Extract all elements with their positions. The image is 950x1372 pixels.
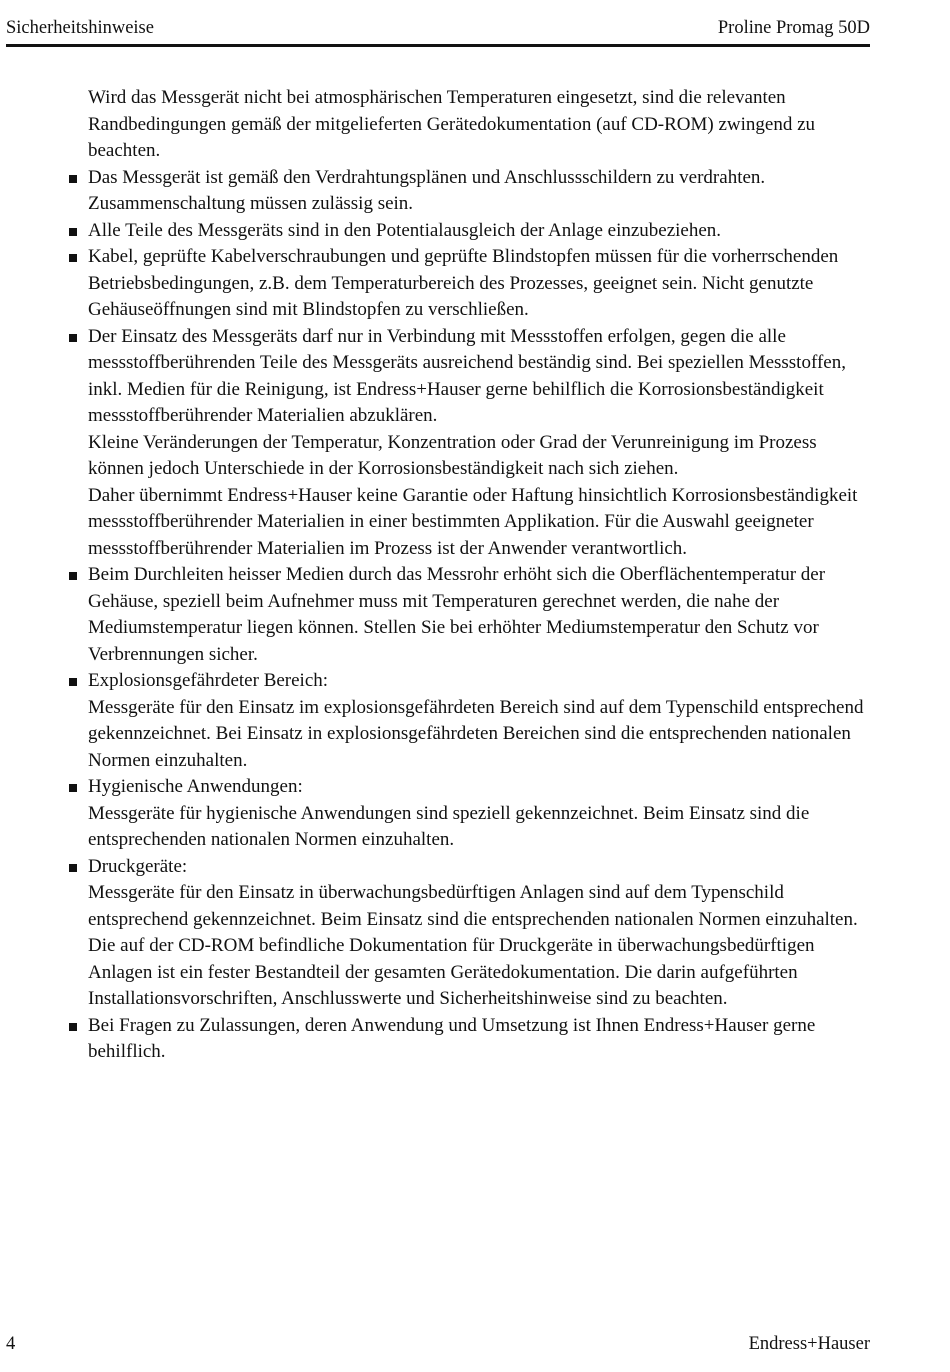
square-bullet-icon xyxy=(69,572,77,580)
square-bullet-icon xyxy=(69,254,77,262)
list-item xyxy=(88,1013,873,1066)
square-bullet-icon xyxy=(69,678,77,686)
list-item xyxy=(88,854,873,1013)
footer-brand: Endress+Hauser xyxy=(748,1334,870,1354)
list-item xyxy=(88,218,873,245)
intro-paragraph: Wird das Messgerät nicht bei atmosphärischen Temperaturen eingesetzt, sind die relevanten Randbedingungen gemäß der mitgelieferten Gerätedokumentation (auf CD-ROM) zwingend zu beachten. xyxy=(88,87,816,161)
header-product-name: Proline Promag 50D xyxy=(717,18,870,38)
list-item-text: Bei Fragen zu Zulassungen, deren Anwendung und Umsetzung ist Ihnen Endress+Hauser gerne behilflich. xyxy=(88,1014,816,1062)
list-item xyxy=(88,668,873,774)
page-header xyxy=(6,14,870,47)
list-item xyxy=(88,244,873,324)
list-item-heading: Druckgeräte: xyxy=(88,855,188,877)
page-number: 4 xyxy=(6,1334,16,1354)
list-item-heading: Explosionsgefährdeter Bereich: xyxy=(88,670,329,691)
list-item-text: Kleine Veränderungen der Temperatur, Konzentration oder Grad der Verunreinigung im Prozess können jedoch Unterschiede in der Korrosionsbeständigkeit nach sich ziehen. xyxy=(88,431,817,479)
list-item-text: Beim Durchleiten heisser Medien durch das Messrohr erhöht sich die Oberflächentemperatur der Gehäuse, speziell beim Aufnehmer muss mit Temperaturen gerechnet werden, die nahe der Mediumstemperatur liegen können. Stellen Sie bei erhöhter Mediumstemperatur den Schutz vor Verbrennungen sicher. xyxy=(88,564,826,665)
list-item-text: Messgeräte für hygienische Anwendungen sind speziell gekennzeichnet. Beim Einsatz sind die entsprechenden nationalen Normen einzuhalten. xyxy=(88,802,810,850)
square-bullet-icon xyxy=(69,228,77,236)
list-item xyxy=(88,324,873,563)
safety-bullet-list xyxy=(88,165,873,1066)
square-bullet-icon xyxy=(69,864,77,872)
square-bullet-icon xyxy=(69,1023,77,1031)
list-item-text: Messgeräte für den Einsatz in überwachungsbedürftigen Anlagen sind auf dem Typenschild entsprechend gekennzeichnet. Beim Einsatz sind die entsprechenden nationalen Normen einzuhalten. Die auf der CD-ROM befindliche Dokumentation für Druckgeräte in überwachungsbedürftigen Anlagen ist ein fester Bestandteil der gesamten Gerätedokumentation. Die darin aufgeführten Installationsvorschriften, Anschlusswerte und Sicherheitshinweise sind zu beachten. xyxy=(88,882,858,1009)
list-item-text: Daher übernimmt Endress+Hauser keine Garantie oder Haftung hinsichtlich Korrosionsbeständigkeit messstoffberührender Materialien in einer bestimmten Applikation. Für die Auswahl geeigneter messstoffberührender Materialien im Prozess ist der Anwender verantwortlich. xyxy=(88,484,858,559)
square-bullet-icon xyxy=(69,784,77,792)
list-item xyxy=(88,562,873,668)
list-item-heading: Hygienische Anwendungen: xyxy=(88,776,303,797)
list-item xyxy=(88,774,873,854)
header-section-title: Sicherheitshinweise xyxy=(6,18,154,38)
list-item-text: Alle Teile des Messgeräts sind in den Potentialausgleich der Anlage einzubeziehen. xyxy=(88,219,722,241)
list-item-text: Messgeräte für den Einsatz im explosionsgefährdeten Bereich sind auf dem Typenschild entsprechend gekennzeichnet. Bei Einsatz in explosionsgefährdeten Bereichen sind die entsprechenden nationalen Normen einzuhalten. xyxy=(88,696,864,771)
page-footer xyxy=(6,1332,870,1358)
list-item-text: Das Messgerät ist gemäß den Verdrahtungsplänen und Anschlussschildern zu verdrahten. Zusammenschaltung müssen zulässig sein. xyxy=(88,166,766,214)
square-bullet-icon xyxy=(69,175,77,183)
list-item xyxy=(88,165,873,218)
page-content xyxy=(88,85,873,1066)
square-bullet-icon xyxy=(69,334,77,342)
list-item-text: Kabel, geprüfte Kabelverschraubungen und geprüfte Blindstopfen müssen für die vorherrschenden Betriebsbedingungen, z.B. dem Temperaturbereich des Prozesses, geeignet sein. Nicht genutzte Gehäuseöffnungen sind mit Blindstopfen zu verschließen. xyxy=(88,246,839,320)
list-item-text: Der Einsatz des Messgeräts darf nur in Verbindung mit Messstoffen erfolgen, gegen die alle messstoffberührenden Teile des Messgeräts ausreichend beständig sind. Bei speziellen Messstoffen, inkl. Medien für die Reinigung, ist Endress+Hauser gerne behilflich die Korrosionsbeständigkeit messstoffberührender Materialien abzuklären. xyxy=(88,325,846,426)
